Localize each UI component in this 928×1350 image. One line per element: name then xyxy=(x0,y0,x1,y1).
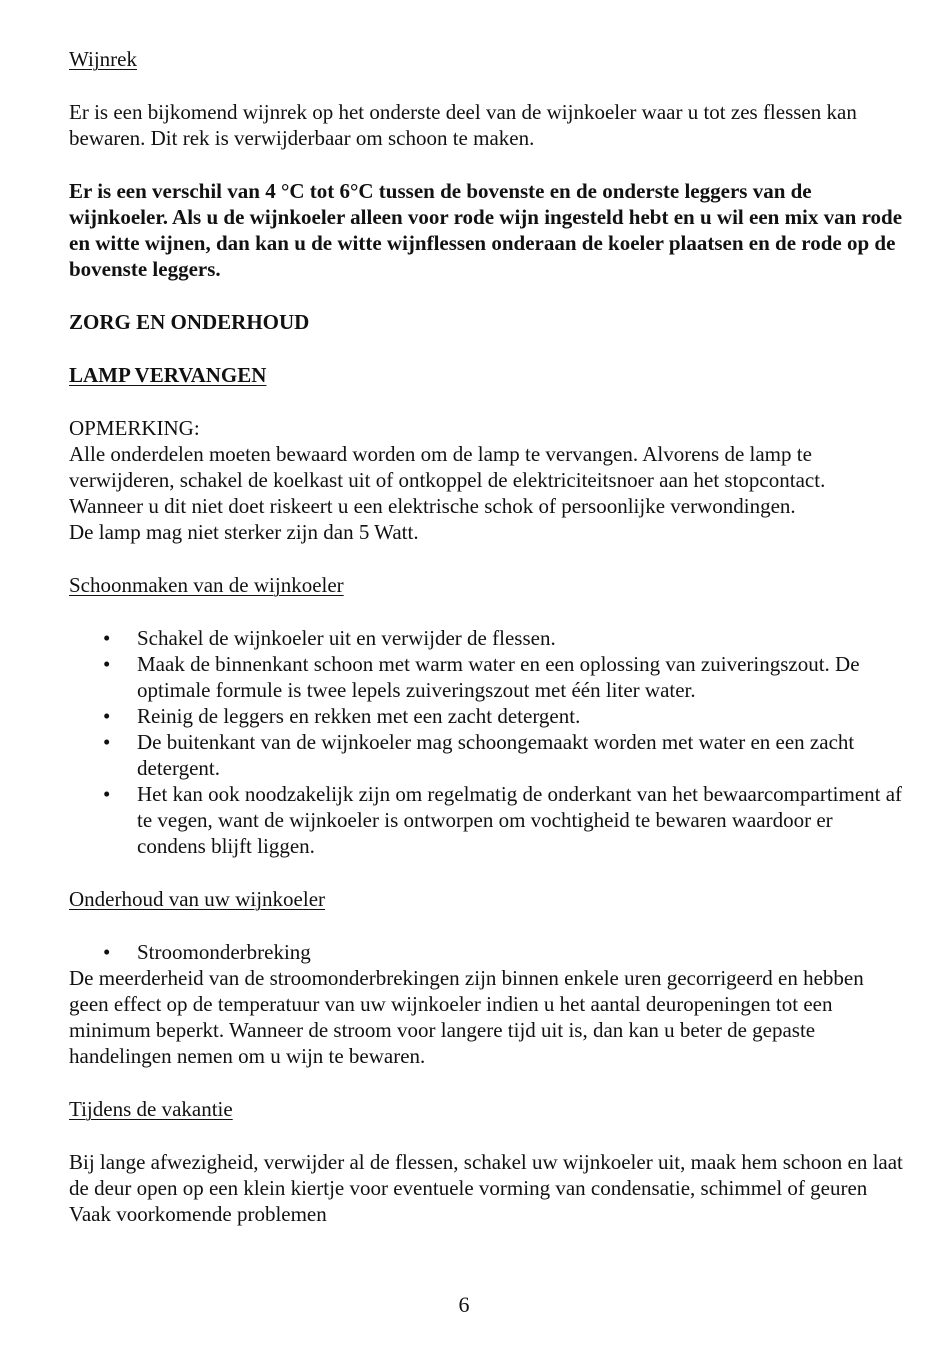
list-item: • De buitenkant van de wijnkoeler mag schoongemaakt worden met water en een zacht detergent. xyxy=(69,729,904,781)
list-item: • Schakel de wijnkoeler uit en verwijder de flessen. xyxy=(69,625,904,651)
temperature-difference-note: Er is een verschil van 4 °C tot 6°C tussen de bovenste en de onderste leggers van de wijnkoeler. Als u de wijnkoeler alleen voor rode wijn ingesteld hebt en u wil een mix van rode en witte wijnen, dan kan u de witte wijnflessen onderaan de koeler plaatsen en de rode op de bovenste leggers. xyxy=(69,179,903,281)
section-heading-wine-rack: Wijnrek xyxy=(69,47,137,71)
list-item: • Maak de binnenkant schoon met warm water en een oplossing van zuiveringszout. De optimale formule is twee lepels zuiveringszout met één liter water. xyxy=(69,651,904,703)
common-problems-line: Vaak voorkomende problemen xyxy=(69,1202,327,1226)
holiday-heading: Tijdens de vakantie xyxy=(69,1097,233,1121)
holiday-paragraph: Bij lange afwezigheid, verwijder al de flessen, schakel uw wijnkoeler uit, maak hem schoon en laat de deur open op een klein kiertje voor eventuele vorming van condensatie, schimmel of geuren xyxy=(69,1150,903,1200)
list-item: • Stroomonderbreking xyxy=(69,939,904,965)
manual-page xyxy=(69,46,904,1227)
page-number: 6 xyxy=(458,1292,470,1317)
maintenance-list xyxy=(69,939,904,965)
maintenance-heading: Onderhoud van uw wijnkoeler xyxy=(69,887,326,911)
wine-rack-paragraph: Er is een bijkomend wijnrek op het onderste deel van de wijnkoeler waar u tot zes flessen kan bewaren. Dit rek is verwijderbaar om schoon te maken. xyxy=(69,100,857,150)
lamp-note-line: Wanneer u dit niet doet riskeert u een elektrische schok of persoonlijke verwondingen. xyxy=(69,494,796,518)
care-heading: ZORG EN ONDERHOUD xyxy=(69,310,310,334)
lamp-note-label: OPMERKING: xyxy=(69,416,200,440)
lamp-heading: LAMP VERVANGEN xyxy=(69,363,267,387)
cleaning-heading: Schoonmaken van de wijnkoeler xyxy=(69,573,344,597)
cleaning-list xyxy=(69,625,904,859)
list-item: • Reinig de leggers en rekken met een zacht detergent. xyxy=(69,703,904,729)
lamp-note-line: De lamp mag niet sterker zijn dan 5 Watt. xyxy=(69,520,419,544)
power-outage-paragraph: De meerderheid van de stroomonderbrekingen zijn binnen enkele uren gecorrigeerd en hebben geen effect op de temperatuur van uw wijnkoeler indien u het aantal deuropeningen tot een minimum beperkt. Wanneer de stroom voor langere tijd uit is, dan kan u beter de gepaste handelingen nemen om u wijn te bewaren. xyxy=(69,966,864,1068)
lamp-note-line: verwijderen, schakel de koelkast uit of ontkoppel de elektriciteitsnoer aan het stopcontact. xyxy=(69,468,826,492)
lamp-note-line: Alle onderdelen moeten bewaard worden om de lamp te vervangen. Alvorens de lamp te xyxy=(69,442,812,466)
list-item: • Het kan ook noodzakelijk zijn om regelmatig de onderkant van het bewaarcompartiment af te vegen, want de wijnkoeler is ontworpen om vochtigheid te bewaren waardoor er condens blijft liggen. xyxy=(69,781,904,859)
